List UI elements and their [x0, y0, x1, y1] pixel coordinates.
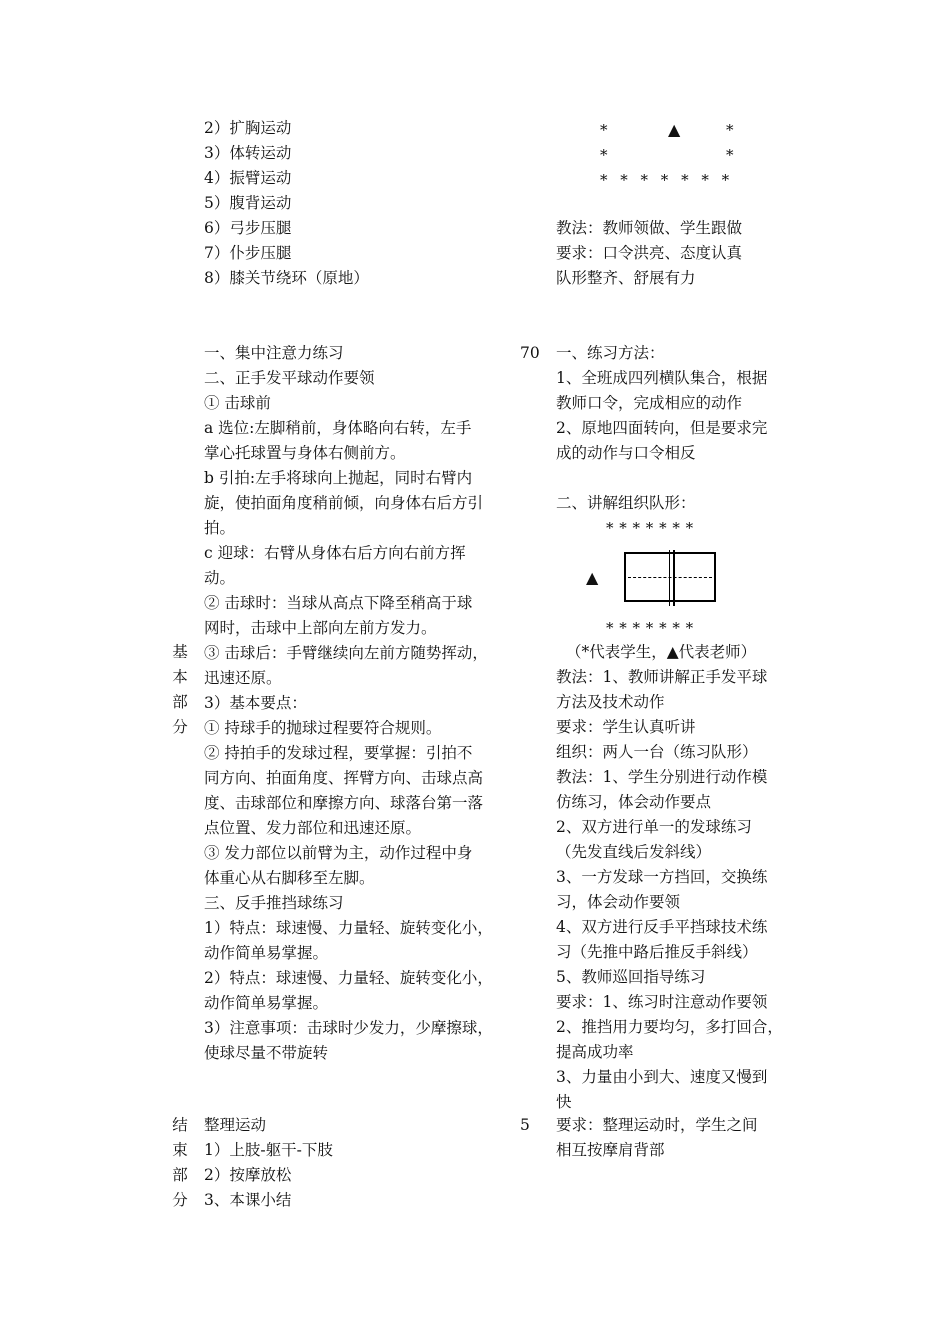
content-line: 体重心从右脚移至左脚。	[204, 869, 375, 887]
label-char: 部	[172, 693, 188, 711]
section-label-ending	[170, 1113, 190, 1213]
basic-methods-top	[556, 341, 767, 516]
teacher-triangle-icon: ▲	[668, 120, 681, 139]
label-char: 结	[172, 1116, 188, 1134]
method-line: 4、双方进行反手平挡球技术练	[556, 918, 768, 936]
method-line: 成的动作与口令相反	[556, 444, 696, 462]
basic-methods-bottom	[556, 665, 783, 1115]
content-line: 3、本课小结	[204, 1191, 292, 1209]
label-char: 本	[172, 668, 188, 686]
method-line: 2、原地四面转向，但是要求完	[556, 419, 768, 437]
content-line: 3）注意事项：击球时少发力，少摩擦球，	[204, 1019, 493, 1037]
requirement-line: 要求：整理运动时，学生之间	[556, 1116, 758, 1134]
label-char: 部	[172, 1166, 188, 1184]
content-line: 动作简单易掌握。	[204, 994, 329, 1012]
section-label-basic	[170, 640, 190, 740]
section-time-ending: 5	[520, 1116, 530, 1134]
content-line: 迅速还原。	[204, 669, 282, 687]
formation-student: *	[600, 121, 608, 139]
note-line: 教法：教师领做、学生跟做	[556, 219, 743, 237]
content-line: ② 击球时：当球从高点下降至稍高于球	[204, 594, 473, 612]
ending-requirements	[556, 1113, 758, 1163]
content-line: ① 击球前	[204, 394, 271, 412]
method-line: 教法：1、教师讲解正手发平球	[556, 668, 768, 686]
content-line: 三、反手推挡球练习	[204, 894, 344, 912]
content-line: 同方向、拍面角度、挥臂方向、击球点高	[204, 769, 484, 787]
requirement-line: 相互按摩肩背部	[556, 1141, 665, 1159]
method-line: 教师口令，完成相应的动作	[556, 394, 743, 412]
method-line: 要求：学生认真听讲	[556, 718, 696, 736]
basic-content	[204, 341, 493, 1066]
method-line: 提高成功率	[556, 1043, 634, 1061]
content-line: 二、正手发平球动作要领	[204, 369, 375, 387]
formation-row: * * * * * * *	[600, 171, 730, 189]
label-char: 分	[172, 718, 188, 736]
formation-student: *	[726, 146, 734, 164]
list-item: 5）腹背运动	[204, 194, 292, 212]
content-line: 网时，击球中上部向左前方发力。	[204, 619, 437, 637]
content-line: 1）特点：球速慢、力量轻、旋转变化小，	[204, 919, 493, 937]
label-char: 基	[172, 643, 188, 661]
content-line: 度、击球部位和摩擦方向、球落台第一落	[204, 794, 484, 812]
method-line: 组织：两人一台（练习队形）	[556, 743, 758, 761]
method-line: 习（先推中路后推反手斜线）	[556, 943, 758, 961]
method-line: 教法：1、学生分别进行动作模	[556, 768, 768, 786]
method-line: 1、全班成四列横队集合，根据	[556, 369, 768, 387]
content-line: c 迎球：右臂从身体右后方向右前方挥	[204, 544, 466, 562]
content-line: 掌心托球置与身体右侧前方。	[204, 444, 406, 462]
content-line: ② 持拍手的发球过程，要掌握：引拍不	[204, 744, 473, 762]
method-line: 3、一方发球一方挡回，交换练	[556, 868, 768, 886]
content-line: b 引拍:左手将球向上抛起，同时右臂内	[204, 469, 473, 487]
content-line: 拍。	[204, 519, 236, 537]
section-time-basic: 70	[520, 344, 540, 362]
formation-student: *	[726, 121, 734, 139]
content-line: 点位置、发力部位和迅速还原。	[204, 819, 422, 837]
content-line: 2）特点：球速慢、力量轻、旋转变化小，	[204, 969, 493, 987]
content-line: ① 持球手的抛球过程要符合规则。	[204, 719, 442, 737]
warmup-notes	[556, 216, 742, 291]
method-line: （先发直线后发斜线）	[556, 843, 712, 861]
content-line: 2）按摩放松	[204, 1166, 292, 1184]
table-tennis-table	[624, 552, 716, 602]
content-line: 一、集中注意力练习	[204, 344, 344, 362]
method-line	[556, 466, 767, 491]
list-item: 6）弓步压腿	[204, 219, 292, 237]
formation-row-top: * * * * * * *	[606, 519, 694, 537]
label-char: 束	[172, 1141, 188, 1159]
content-line: 3）基本要点：	[204, 694, 307, 712]
method-line: 快	[556, 1093, 572, 1111]
teacher-triangle-icon: ▲	[586, 568, 599, 587]
content-line: 旋，使拍面角度稍前倾，向身体右后方引	[204, 494, 484, 512]
content-line: 使球尽量不带旋转	[204, 1044, 329, 1062]
label-char: 分	[172, 1191, 188, 1209]
method-line: 要求：1、练习时注意动作要领	[556, 993, 768, 1011]
formation-row-bottom: * * * * * * *	[606, 619, 694, 637]
list-item: 3）体转运动	[204, 144, 292, 162]
method-line: 仿练习，体会动作要点	[556, 793, 712, 811]
formation-legend: （*代表学生，▲代表老师）	[566, 643, 757, 661]
method-line: 一、练习方法：	[556, 344, 665, 362]
method-line: 5、教师巡回指导练习	[556, 968, 706, 986]
list-item: 2）扩胸运动	[204, 119, 292, 137]
content-line: 1）上肢-躯干-下肢	[204, 1141, 333, 1159]
note-line: 队形整齐、舒展有力	[556, 269, 696, 287]
content-line: 动。	[204, 569, 236, 587]
note-line: 要求：口令洪亮、态度认真	[556, 244, 743, 262]
method-line: 二、讲解组织队形：	[556, 494, 696, 512]
list-item: 8）膝关节绕环（原地）	[204, 269, 369, 287]
method-line: 2、推挡用力要均匀，多打回合，	[556, 1018, 783, 1036]
list-item: 4）振臂运动	[204, 169, 292, 187]
ending-content	[204, 1113, 333, 1213]
content-line: 动作简单易掌握。	[204, 944, 329, 962]
content-line: a 选位:左脚稍前，身体略向右转，左手	[204, 419, 472, 437]
list-item: 7）仆步压腿	[204, 244, 292, 262]
content-line: 整理运动	[204, 1116, 267, 1134]
table-net	[669, 550, 675, 606]
content-line: ③ 发力部位以前臂为主，动作过程中身	[204, 844, 473, 862]
method-line: 习，体会动作要领	[556, 893, 681, 911]
method-line: 2、双方进行单一的发球练习	[556, 818, 752, 836]
method-line: 方法及技术动作	[556, 693, 665, 711]
formation-student: *	[600, 146, 608, 164]
content-line: ③ 击球后：手臂继续向左前方随势挥动，	[204, 644, 488, 662]
warmup-list	[204, 116, 369, 291]
method-line: 3、力量由小到大、速度又慢到	[556, 1068, 768, 1086]
